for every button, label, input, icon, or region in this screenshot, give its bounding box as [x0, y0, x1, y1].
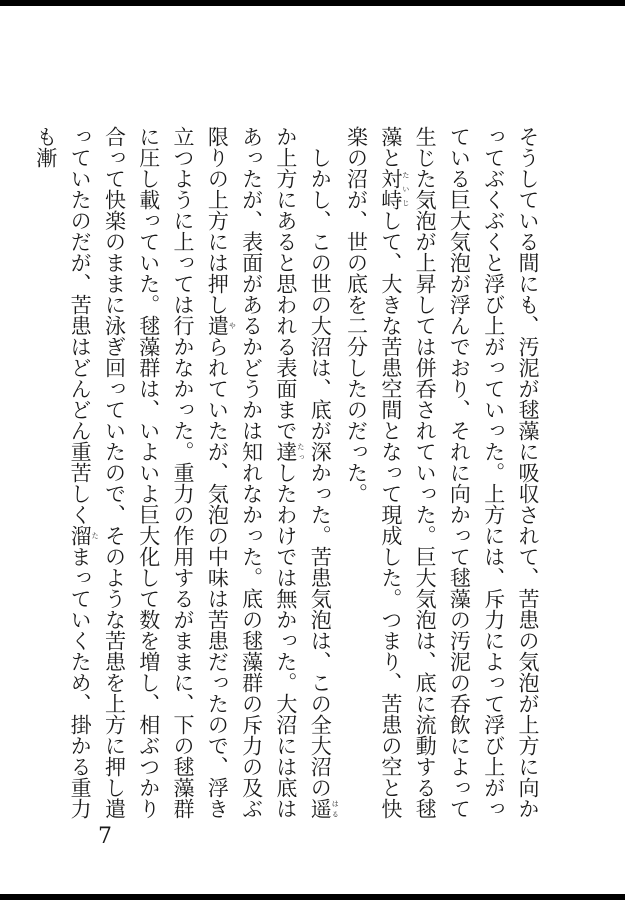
book-page: [0, 6, 625, 894]
text-run: して、大きな苦患空間となって現成した。つまり、苦患の空と快楽の沼が、世の底を二分したのだった。: [344, 126, 403, 819]
ruby-reading: たいじ: [401, 168, 410, 210]
text-run: まっていくため、掛かる重力も漸: [33, 126, 93, 819]
text-run: しかし、この世の大沼は、底が深かった。苦患気泡は、この全大沼の: [308, 147, 333, 798]
ruby-annotation: [68, 525, 100, 546]
ruby-reading: はる: [331, 798, 340, 819]
text-run: そうしている間にも、汚泥が毬藻に吸収されて、苦患の気泡が上方に向かってぶくぶくと浮び上がっていった。上方には、斥力によって浮び上がっている巨大気泡が浮んでおり、それに向かって毬藻の汚泥の呑飲によって生じた気泡が上昇しては併呑されていった。巨大気泡は、底に流動する毬藻と: [378, 126, 540, 819]
page-number: 7: [98, 824, 112, 849]
text-run: か上方にあると思われる表面まで: [273, 126, 298, 441]
ruby-reading: たっ: [296, 441, 305, 462]
ruby-annotation: [205, 315, 237, 336]
text-run: られていたが、気泡の中味は苦患だったので、浮き立つように上っては行かなかった。重力の作用するがままに、下の毬藻群に圧し載っていた。毬藻群は、いよいよ巨大化して数を増し、相ぶつかり合って快楽のままに泳ぎ回っていたので、そのような苦患を上方に押し遣っていたのだが、苦患はどんどん重苦しく: [68, 126, 230, 819]
ruby-annotation: [308, 798, 340, 819]
ruby-reading: や: [228, 315, 237, 336]
body-text: [29, 126, 545, 826]
ruby-annotation: [378, 168, 410, 210]
paragraph-1: [339, 126, 545, 826]
text-run: したわけでは無かった。大沼には底はあったが、表面があるかどうかは知れなかった。底の毬藻群の斥力の及ぶ限りの上方には押し: [205, 126, 298, 819]
ruby-base: 遥: [308, 798, 333, 819]
ruby-base: 達: [273, 441, 298, 462]
ruby-reading: た: [91, 525, 100, 546]
ruby-base: 遣: [205, 315, 230, 336]
ruby-annotation: [273, 441, 305, 462]
ruby-base: 溜: [68, 525, 93, 546]
ruby-base: 対峙: [378, 168, 403, 210]
paragraph-2: [29, 126, 340, 826]
